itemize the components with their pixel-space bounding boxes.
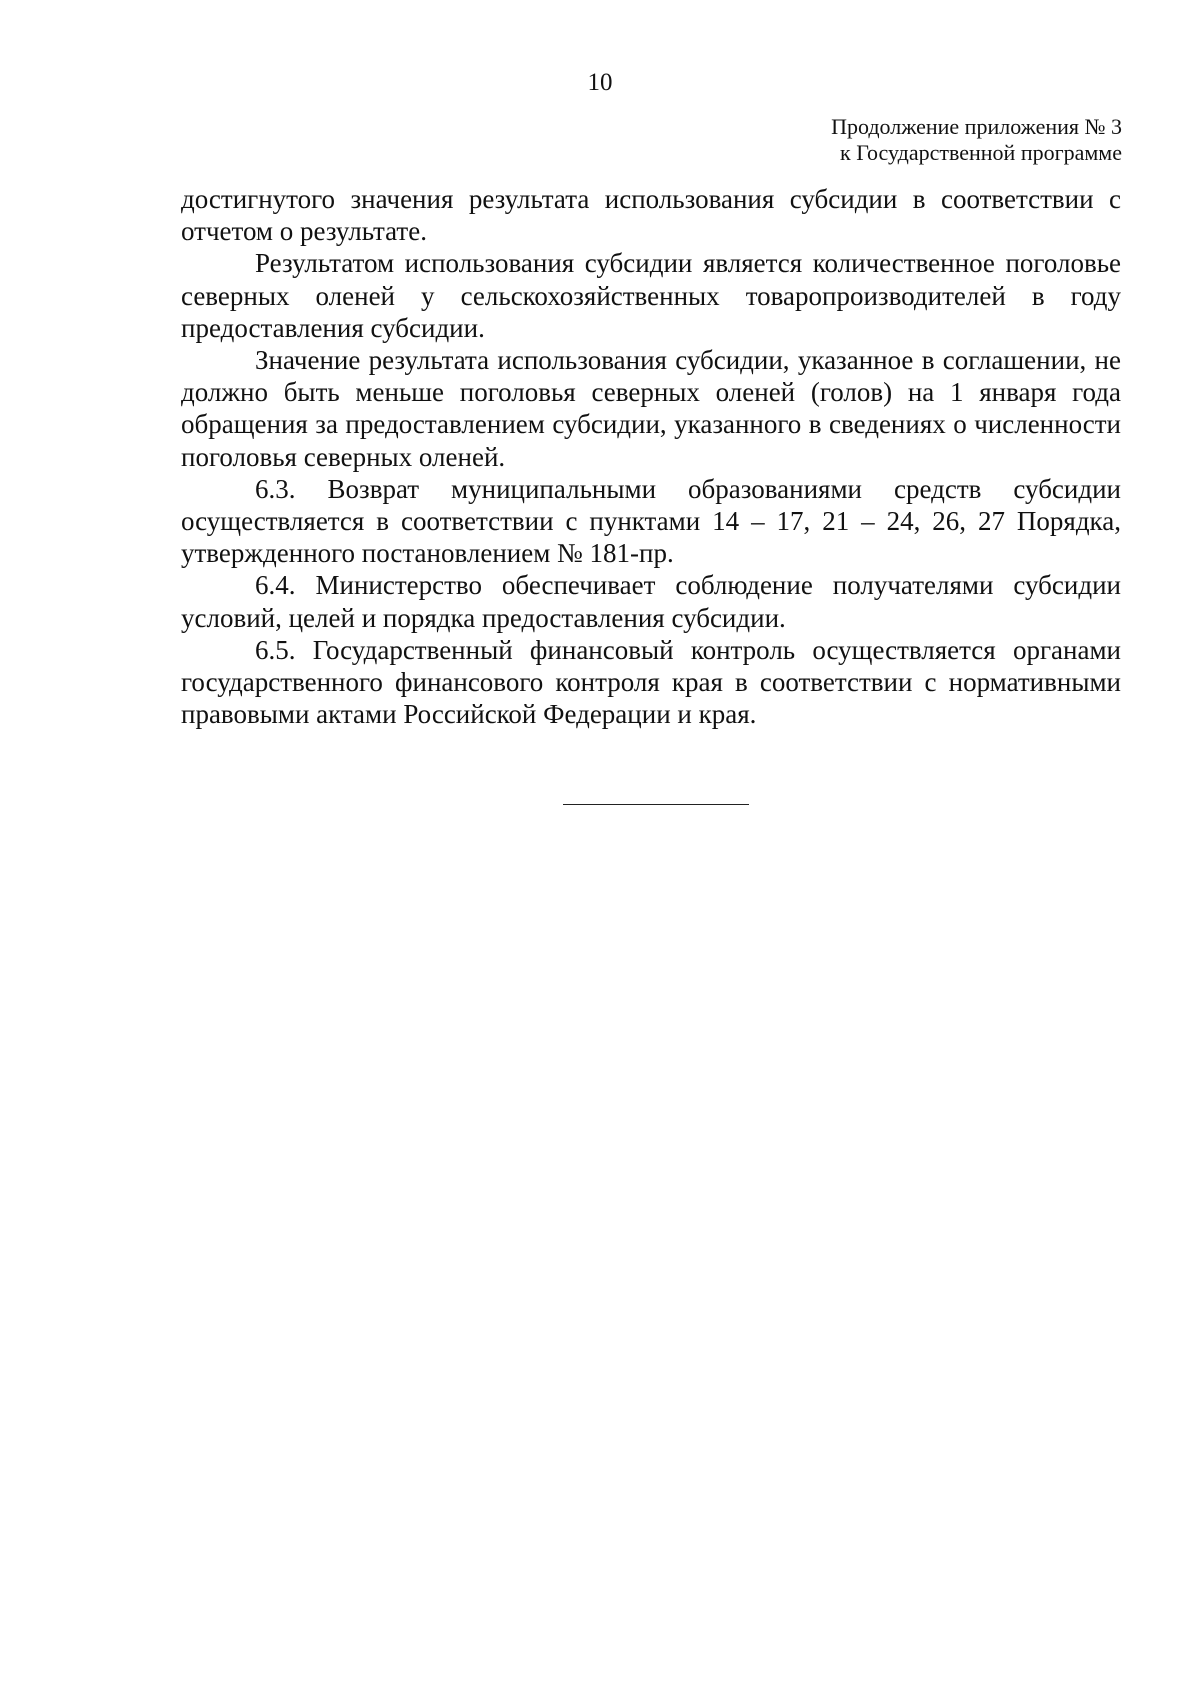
paragraph-6-4: 6.4. Министерство обеспечивает соблюдение получателями субсидии условий, целей и порядка предоставления субсидии. [181,570,1121,633]
paragraph-continuation: достигнутого значения результата использования субсидии в соответствии с отчетом о результате. [181,184,1121,247]
appendix-header [831,114,1122,166]
paragraph-6-3: 6.3. Возврат муниципальными образованиями средств субсидии осуществляется в соответствии с пунктами 14 – 17, 21 – 24, 26, 27 Порядка, утвержденного постановлением № 181-пр. [181,473,1121,569]
appendix-header-line-1: Продолжение приложения № 3 [831,114,1122,139]
document-end-divider [563,804,749,805]
page-number: 10 [587,69,613,96]
document-body [181,183,1121,730]
paragraph-result-definition: Результатом использования субсидии является количественное поголовье северных оленей у сельскохозяйственных товаропроизводителей в году предоставления субсидии. [181,248,1121,343]
paragraph-6-5: 6.5. Государственный финансовый контроль осуществляется органами государственного финансового контроля края в соответствии с нормативными правовыми актами Российской Федерации и края. [181,634,1121,730]
appendix-header-line-2: к Государственной программе [840,140,1122,165]
paragraph-result-value: Значение результата использования субсидии, указанное в соглашении, не должно быть меньше поголовья северных оленей (голов) на 1 января года обращения за предоставлением субсидии, указанного в сведениях о численности поголовья северных оленей. [181,345,1121,472]
